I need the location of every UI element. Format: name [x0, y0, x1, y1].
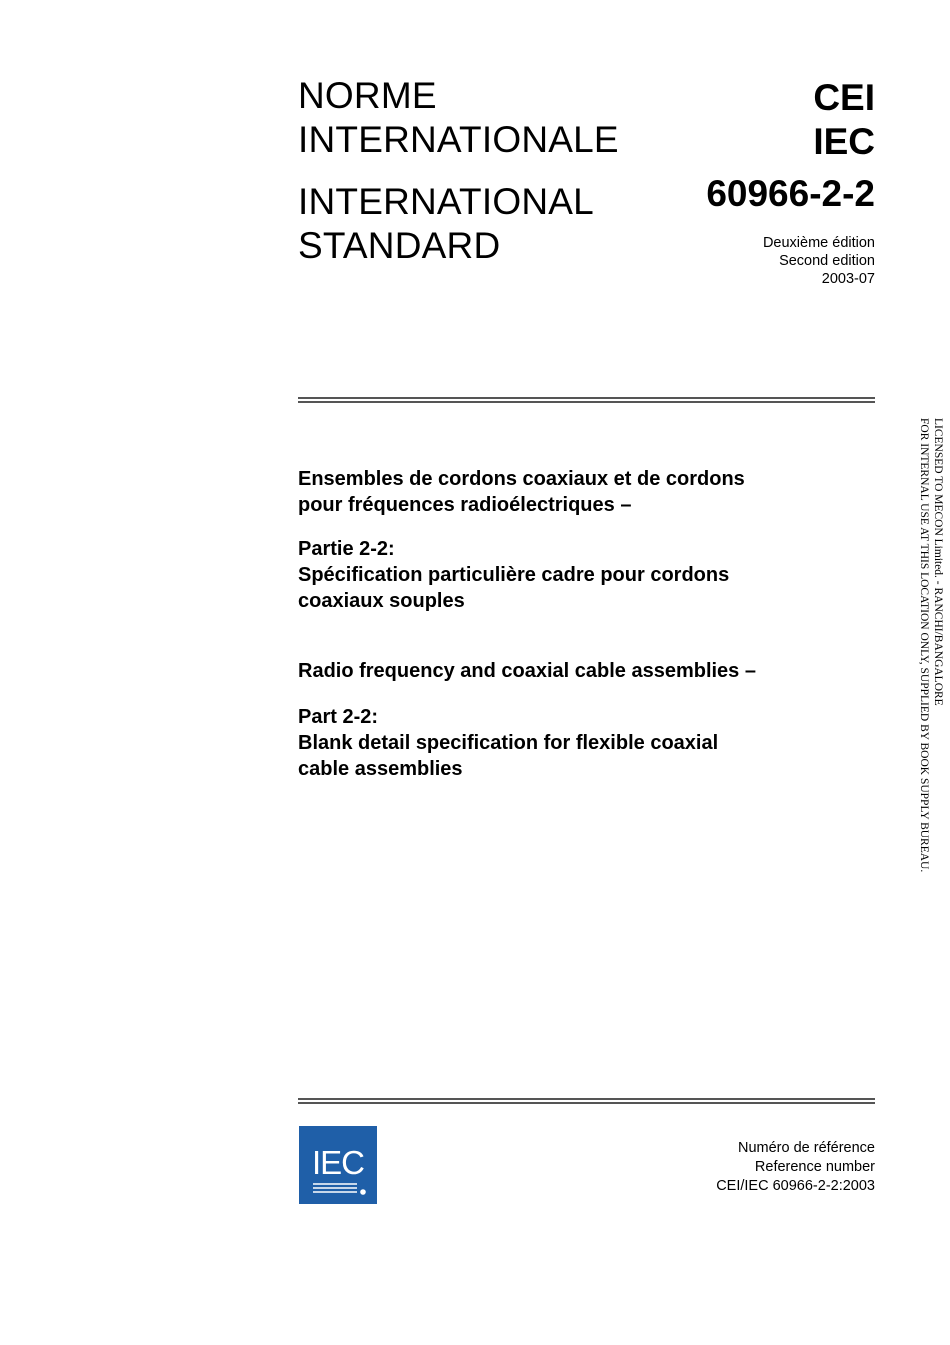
doc-type-fr-line1: NORME — [298, 75, 437, 116]
reference-label-french: Numéro de référence — [737, 1140, 875, 1156]
org-code-cei: CEI — [813, 77, 875, 118]
logo-text: IEC — [311, 1144, 365, 1181]
title-french — [298, 466, 858, 518]
part-en-label: Part 2-2: — [298, 706, 379, 728]
part-en-line2: cable assemblies — [298, 758, 463, 780]
reference-label-english: Reference number — [754, 1159, 875, 1175]
edition-english: Second edition — [779, 253, 875, 269]
doc-type-english — [298, 180, 594, 268]
doc-type-french — [298, 74, 619, 162]
part-fr-line1: Spécification particulière cadre pour cordons — [298, 564, 730, 586]
part-title-french — [298, 536, 858, 614]
title-fr-line2: pour fréquences radioélectriques – — [298, 494, 632, 516]
license-line1: LICENSED TO MECON Limited. - RANCHI/BANGALORE — [932, 418, 944, 706]
part-en-line1: Blank detail specification for flexible coaxial — [298, 732, 719, 754]
bottom-double-rule — [298, 1098, 875, 1104]
part-title-english — [298, 704, 858, 782]
title-english — [298, 658, 858, 684]
standard-number: 60966-2-2 — [706, 173, 875, 214]
doc-type-en-line2: STANDARD — [298, 225, 501, 266]
title-fr-line1: Ensembles de cordons coaxiaux et de cordons — [298, 468, 745, 490]
iec-logo-icon — [299, 1126, 377, 1204]
license-watermark — [917, 418, 945, 872]
doc-type-fr-line2: INTERNATIONALE — [298, 119, 619, 160]
part-fr-label: Partie 2-2: — [298, 538, 395, 560]
part-fr-line2: coaxiaux souples — [298, 590, 465, 612]
edition-french: Deuxième édition — [762, 235, 875, 251]
title-en-line1: Radio frequency and coaxial cable assemblies – — [298, 660, 756, 682]
top-double-rule — [298, 397, 875, 403]
license-line2: FOR INTERNAL USE AT THIS LOCATION ONLY, SUPPLIED BY BOOK SUPPLY BUREAU. — [918, 418, 930, 873]
edition-date: 2003-07 — [821, 271, 875, 287]
org-code-iec: IEC — [813, 121, 875, 162]
reference-number: CEI/IEC 60966-2-2:2003 — [716, 1178, 875, 1194]
doc-type-en-line1: INTERNATIONAL — [298, 181, 594, 222]
